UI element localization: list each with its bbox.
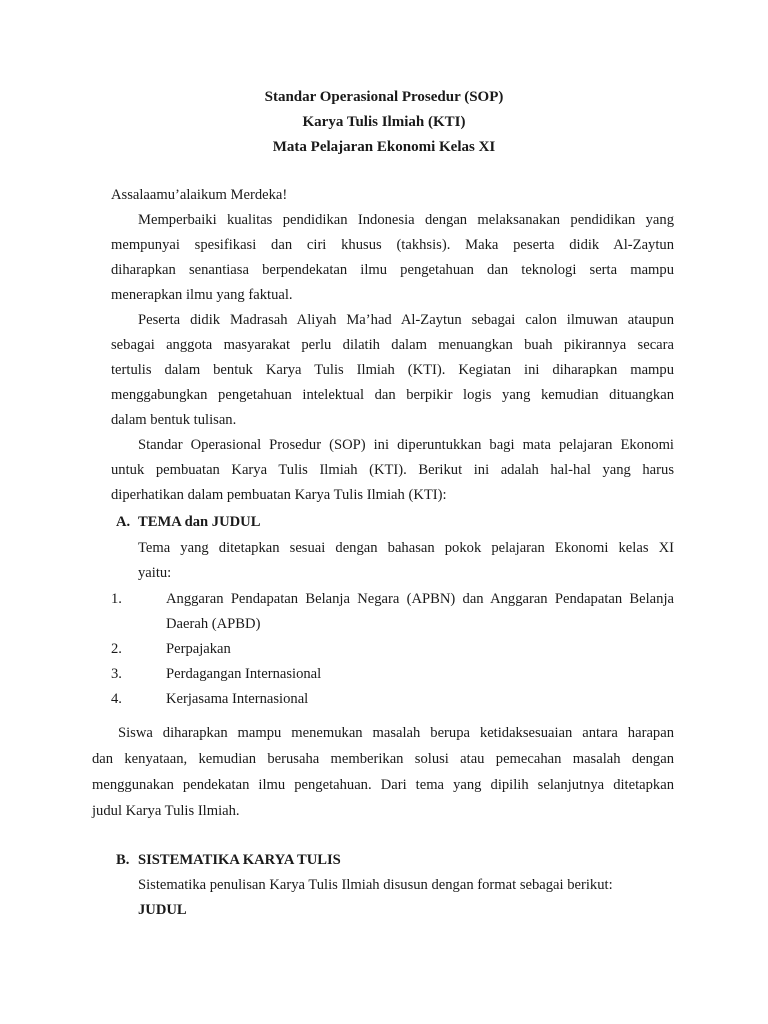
- paragraph-3-line: diperhatikan dalam pembuatan Karya Tulis Ilmiah (KTI):: [111, 487, 447, 503]
- list-item-text: Kerjasama Internasional: [166, 691, 309, 707]
- paragraph-3-line: untuk pembuatan Karya Tulis Ilmiah (KTI). Berikut ini adalah hal-hal yang harus: [111, 462, 674, 478]
- list-item-text: Perdagangan Internasional: [166, 666, 322, 682]
- list-item-number: 4.: [111, 691, 122, 707]
- section-a-marker: A.: [116, 514, 131, 530]
- list-item-number: 2.: [111, 641, 122, 657]
- section-a-intro-line: Tema yang ditetapkan sesuai dengan bahasan pokok pelajaran Ekonomi kelas XI: [138, 540, 674, 556]
- section-a-heading: TEMA dan JUDUL: [138, 514, 261, 530]
- greeting: Assalaamu’alaikum Merdeka!: [111, 187, 288, 203]
- paragraph-2-line: menggabungkan pengetahuan intelektual dan berpikir logis yang kemudian dituangkan: [111, 387, 674, 403]
- section-a-closing-line: dan kenyataan, kemudian berusaha memberikan solusi atau pemecahan masalah dengan: [92, 751, 674, 767]
- section-a-closing-line: Siswa diharapkan mampu menemukan masalah berupa ketidaksesuaian antara harapan: [118, 725, 674, 741]
- document-title-line-1: Standar Operasional Prosedur (SOP): [264, 89, 504, 105]
- section-a-closing-line: judul Karya Tulis Ilmiah.: [92, 803, 240, 819]
- section-b-heading: SISTEMATIKA KARYA TULIS: [138, 852, 341, 868]
- paragraph-1-line: menerapkan ilmu yang faktual.: [111, 287, 293, 303]
- paragraph-2-line: Peserta didik Madrasah Aliyah Ma’had Al-Zaytun sebagai calon ilmuwan ataupun: [138, 312, 674, 328]
- paragraph-2-line: dalam bentuk tulisan.: [111, 412, 237, 428]
- paragraph-1-line: Memperbaiki kualitas pendidikan Indonesia dengan melaksanakan pendidikan yang: [138, 212, 674, 228]
- paragraph-2-line: sebagai anggota masyarakat perlu dilatih dalam menuangkan buah pikirannya secara: [111, 337, 674, 353]
- paragraph-3-line: Standar Operasional Prosedur (SOP) ini diperuntukkan bagi mata pelajaran Ekonomi: [138, 437, 674, 453]
- list-item-text: Perpajakan: [166, 641, 231, 657]
- document-title-line-2: Karya Tulis Ilmiah (KTI): [302, 114, 466, 130]
- paragraph-2-line: tertulis dalam bentuk Karya Tulis Ilmiah (KTI). Kegiatan ini diharapkan mampu: [111, 362, 674, 378]
- document-title-line-3: Mata Pelajaran Ekonomi Kelas XI: [272, 139, 496, 155]
- list-item-text: Anggaran Pendapatan Belanja Negara (APBN) dan Anggaran Pendapatan Belanja: [166, 591, 674, 607]
- section-a-intro-line: yaitu:: [138, 565, 172, 581]
- paragraph-1-line: mempunyai spesifikasi dan ciri khusus (takhsis). Maka peserta didik Al-Zaytun: [111, 237, 674, 253]
- list-item-text: Daerah (APBD): [166, 616, 261, 632]
- section-b-intro: Sistematika penulisan Karya Tulis Ilmiah disusun dengan format sebagai berikut:: [138, 877, 613, 893]
- section-b-marker: B.: [116, 852, 130, 868]
- list-item-number: 3.: [111, 666, 122, 682]
- paragraph-1-line: diharapkan senantiasa berpendekatan ilmu pengetahuan dan teknologi serta mampu: [111, 262, 674, 278]
- section-b-subheading: JUDUL: [138, 902, 187, 918]
- list-item-number: 1.: [111, 591, 122, 607]
- section-a-closing-line: menggunakan pendekatan ilmu pengetahuan. Dari tema yang dipilih selanjutnya ditetapkan: [92, 777, 674, 793]
